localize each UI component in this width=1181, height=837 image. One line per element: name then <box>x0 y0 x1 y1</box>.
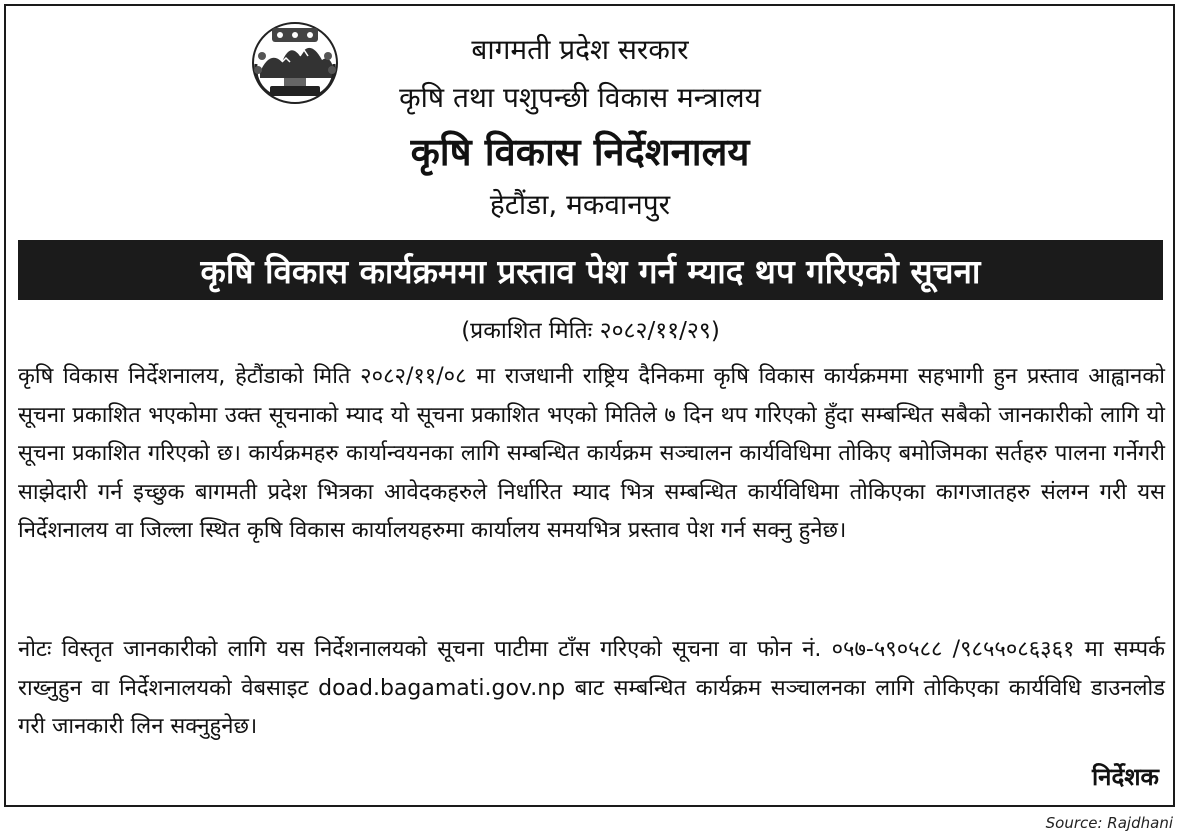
publication-date: (प्रकाशित मितिः २०८२/११/२९) <box>461 318 720 344</box>
directorate-title: कृषि विकास निर्देशनालय <box>410 130 750 174</box>
notice-title-banner <box>18 240 1163 300</box>
ministry-heading: कृषि तथा पशुपन्छी विकास मन्त्रालय <box>399 81 761 114</box>
notice-body-paragraph: कृषि विकास निर्देशनालय, हेटौंडाको मिति २०८२/११/०८ मा राजधानी राष्ट्रिय दैनिकमा कृषि विकास कार्यक्रममा सहभागी हुन प्रस्ताव आह्वानको सूचना प्रकाशित भएकोमा उक्त सूचनाको म्याद यो सूचना प्रकाशित भएको मितिले ७ दिन थप गरिएको हुँदा सम्बन्धित सबैको जानकारीको लागि यो सूचना प्रकाशित गरिएको छ। कार्यक्रमहरु कार्यान्वयनका लागि सम्बन्धित कार्यक्रम सञ्चालन कार्यविधिमा तोकिए बमोजिमका सर्तहरु पालना गर्नेगरी साझेदारी गर्न इच्छुक बागमती प्रदेश भित्रका आवेदकहरुले निर्धारित म्याद भित्र सम्बन्धित कार्यविधिमा तोकिएका कागजातहरु संलग्न गरी यस निर्देशनालय वा जिल्ला स्थित कृषि विकास कार्यालयहरुमा कार्यालय समयभित्र प्रस्ताव पेश गर्न सक्नु हुनेछ। <box>18 364 1165 543</box>
signatory-title: निर्देशक <box>1091 763 1159 791</box>
notice-note-paragraph: नोटः विस्तृत जानकारीको लागि यस निर्देशनालयको सूचना पाटीमा टाँस गरिएको सूचना वा फोन नं. ०५७-५९०५८८ /९८५५०८६३६१ मा सम्पर्क राख्नुहुन वा निर्देशनालयको वेबसाइट doad.bagamati.gov.np बाट सम्बन्धित कार्यक्रम सञ्चालनका लागि तोकिएका कार्यविधि डाउनलोड गरी जानकारी लिन सक्नुहुनेछ। <box>18 637 1165 739</box>
notice-title: कृषि विकास कार्यक्रममा प्रस्ताव पेश गर्न म्याद थप गरिएको सूचना <box>200 251 981 291</box>
office-location: हेटौंडा, मकवानपुर <box>489 188 671 221</box>
province-government-heading: बागमती प्रदेश सरकार <box>471 33 689 66</box>
source-credit: Source: Rajdhani <box>1045 814 1173 832</box>
